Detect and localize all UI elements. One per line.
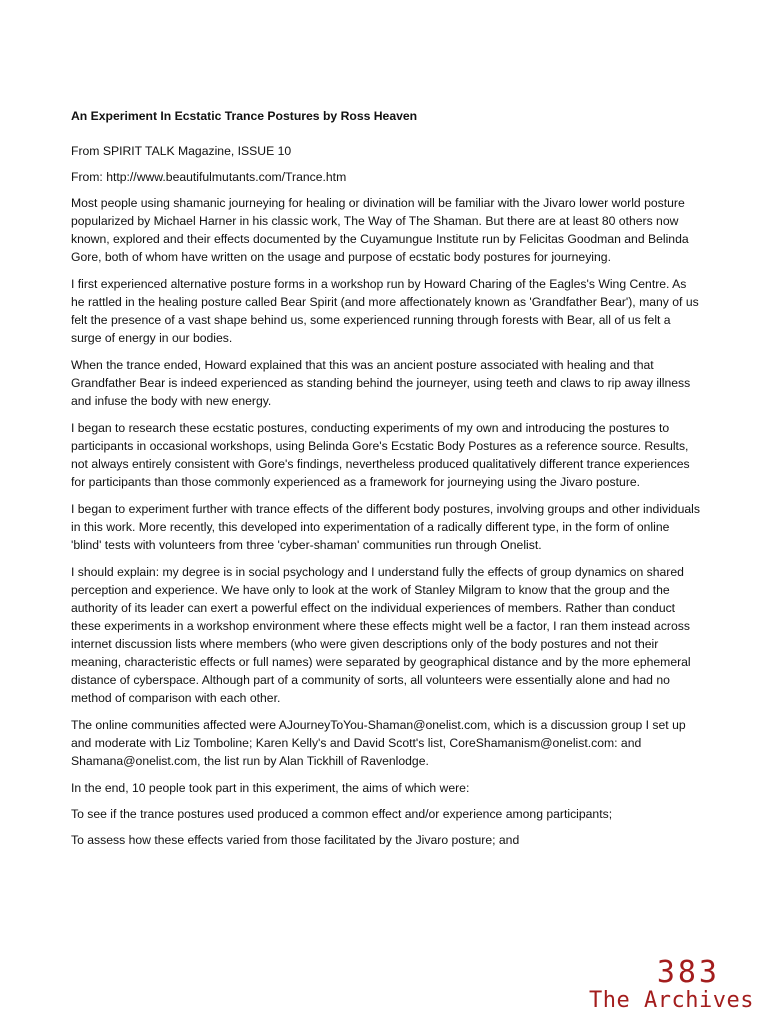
document-title: An Experiment In Ecstatic Trance Postures by Ross Heaven xyxy=(71,109,418,123)
paragraph-4: I began to research these ecstatic postures, conducting experiments of my own and introducing the postures to participants in occasional workshops, using Belinda Gore's Ecstatic Body Postures as a reference source. Results, not always entirely consistent with Gore's findings, nevertheless produced qualitatively different trance experiences for participants than those commonly experienced as a framework for journeying using the Jivaro posture. xyxy=(71,421,690,489)
source-line: From SPIRIT TALK Magazine, ISSUE 10 xyxy=(71,144,292,158)
archives-label: The Archives xyxy=(589,988,754,1013)
page-number: 383 xyxy=(656,955,720,990)
paragraph-2: I first experienced alternative posture forms in a workshop run by Howard Charing of the Eagles's Wing Centre. As he rattled in the healing posture called Bear Spirit (and more affectionately known as 'Grandfather Bear'), many of us felt the presence of a vast shape behind us, some experienced running through forests with Bear, all of us felt a surge of energy in our bodies. xyxy=(71,277,699,345)
document-page xyxy=(71,108,703,857)
paragraph-7: The online communities affected were AJourneyToYou-Shaman@onelist.com, which is a discussion group I set up and moderate with Liz Tomboline; Karen Kelly's and David Scott's list, CoreShamanism@onelist.com: and Shamana@onelist.com, the list run by Alan Tickhill of Ravenlodge. xyxy=(71,718,686,768)
paragraph-5: I began to experiment further with trance effects of the different body postures, involving groups and other individuals in this work. More recently, this developed into experimentation of a radically different type, in the form of online 'blind' tests with volunteers from three 'cyber-shaman' communities run through Onelist. xyxy=(71,502,700,552)
paragraph-9: To see if the trance postures used produced a common effect and/or experience among participants; xyxy=(71,807,613,821)
archives-stamp xyxy=(589,955,754,1014)
paragraph-8: In the end, 10 people took part in this experiment, the aims of which were: xyxy=(71,781,470,795)
paragraph-10: To assess how these effects varied from those facilitated by the Jivaro posture; and xyxy=(71,833,520,847)
from-url-line: From: http://www.beautifulmutants.com/Trance.htm xyxy=(71,170,347,184)
paragraph-6: I should explain: my degree is in social psychology and I understand fully the effects of group dynamics on shared perception and experience. We have only to look at the work of Stanley Milgram to know that the group and the authority of its leader can exert a powerful effect on the individual experiences of members. Rather than conduct these experiments in a workshop environment where these effects might well be a factor, I ran them instead across internet discussion lists where members (who were given descriptions only of the body postures and not their meaning, characteristic effects or full names) were separated by geographical distance and by the more ephemeral distance of cyberspace. Although part of a community of sorts, all volunteers were essentially alone and had no method of comparison with each other. xyxy=(71,565,691,705)
paragraph-3: When the trance ended, Howard explained that this was an ancient posture associated with healing and that Grandfather Bear is indeed experienced as standing behind the journeyer, using teeth and claws to rip away illness and infuse the body with new energy. xyxy=(71,358,691,408)
paragraph-1: Most people using shamanic journeying for healing or divination will be familiar with the Jivaro lower world posture popularized by Michael Harner in his classic work, The Way of The Shaman. But there are at least 80 others now known, explored and their effects documented by the Cuyamungue Institute run by Felicitas Goodman and Belinda Gore, both of whom have written on the usage and purpose of ecstatic body postures for journeying. xyxy=(71,196,689,264)
